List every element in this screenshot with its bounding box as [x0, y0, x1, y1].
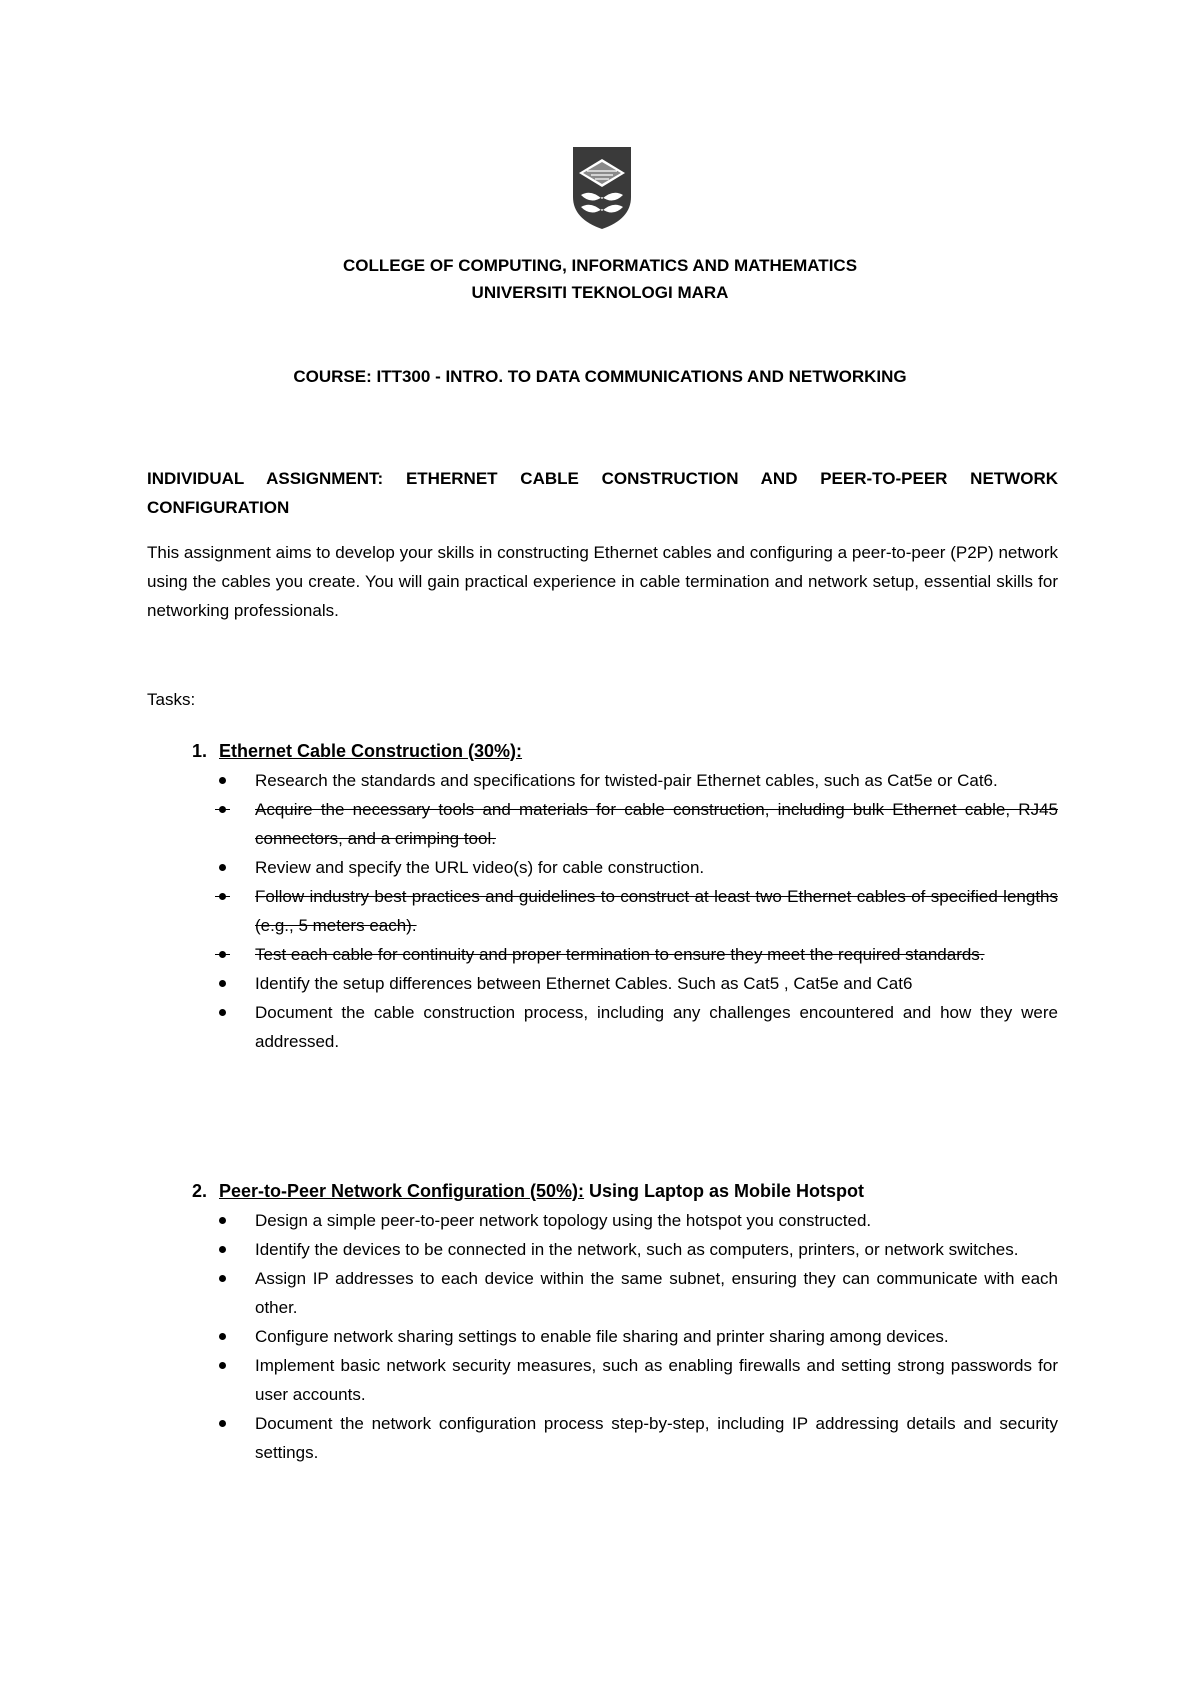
bullet-icon — [219, 1420, 226, 1427]
list-item: Implement basic network security measures, such as enabling firewalls and setting strong passwords for user accounts. — [147, 1351, 1058, 1409]
section-p2p-network — [147, 1176, 1058, 1467]
section-title — [147, 736, 1058, 766]
course-heading: COURSE: ITT300 - INTRO. TO DATA COMMUNICATIONS AND NETWORKING — [293, 367, 907, 386]
bullet-icon — [219, 1009, 226, 1016]
section-heading: Peer-to-Peer Network Configuration (50%): — [219, 1180, 585, 1201]
section-title — [147, 1176, 1058, 1206]
list-item: Design a simple peer-to-peer network topology using the hotspot you constructed. — [147, 1206, 1058, 1235]
section-number: 2. — [191, 1180, 207, 1201]
bullet-icon — [219, 1362, 226, 1369]
section-ethernet-cable — [147, 736, 1058, 1056]
list-item: Configure network sharing settings to enable file sharing and printer sharing among devices. — [147, 1322, 1058, 1351]
list-item: Document the cable construction process, including any challenges encountered and how they were addressed. — [147, 998, 1058, 1056]
bullet-icon — [219, 777, 226, 784]
bullet-icon — [219, 951, 226, 958]
task-list — [147, 1206, 1058, 1467]
list-item: Research the standards and specifications for twisted-pair Ethernet cables, such as Cat5e or Cat6. — [147, 766, 1058, 795]
list-item: Document the network configuration process step-by-step, including IP addressing details and security settings. — [147, 1409, 1058, 1467]
assignment-title: INDIVIDUAL ASSIGNMENT: ETHERNET CABLE CONSTRUCTION AND PEER-TO-PEER NETWORK CONFIGURATION — [147, 469, 1058, 517]
list-item-struck: Follow industry best practices and guidelines to construct at least two Ethernet cables of specified lengths (e.g., 5 meters each). — [147, 882, 1058, 940]
bullet-icon — [219, 1333, 226, 1340]
section-number: 1. — [191, 740, 207, 761]
bullet-icon — [219, 864, 226, 871]
university-heading: UNIVERSITI TEKNOLOGI MARA — [471, 283, 729, 302]
task-list — [147, 766, 1058, 1056]
list-item: Identify the devices to be connected in the network, such as computers, printers, or network switches. — [147, 1235, 1058, 1264]
bullet-icon — [219, 893, 226, 900]
list-item: Assign IP addresses to each device within the same subnet, ensuring they can communicate with each other. — [147, 1264, 1058, 1322]
list-item: Identify the setup differences between Ethernet Cables. Such as Cat5 , Cat5e and Cat6 — [147, 969, 1058, 998]
college-heading: COLLEGE OF COMPUTING, INFORMATICS AND MATHEMATICS — [342, 256, 858, 275]
list-item-struck: Acquire the necessary tools and materials for cable construction, including bulk Ethernet cable, RJ45 connectors, and a crimping tool. — [147, 795, 1058, 853]
section-heading: Ethernet Cable Construction (30%): — [219, 740, 523, 761]
bullet-icon — [219, 980, 226, 987]
bullet-icon — [219, 1246, 226, 1253]
university-crest-icon — [571, 145, 633, 231]
list-item-struck: Test each cable for continuity and proper termination to ensure they meet the required standards. — [147, 940, 1058, 969]
assignment-intro: This assignment aims to develop your skills in constructing Ethernet cables and configuring a peer-to-peer (P2P) network using the cables you create. You will gain practical experience in cable termination and network setup, essential skills for networking professionals. — [147, 543, 1058, 620]
tasks-label: Tasks: — [147, 690, 196, 709]
section-subheading: Using Laptop as Mobile Hotspot — [584, 1180, 865, 1201]
list-item: Review and specify the URL video(s) for cable construction. — [147, 853, 1058, 882]
bullet-icon — [219, 1275, 226, 1282]
bullet-icon — [219, 806, 226, 813]
bullet-icon — [219, 1217, 226, 1224]
